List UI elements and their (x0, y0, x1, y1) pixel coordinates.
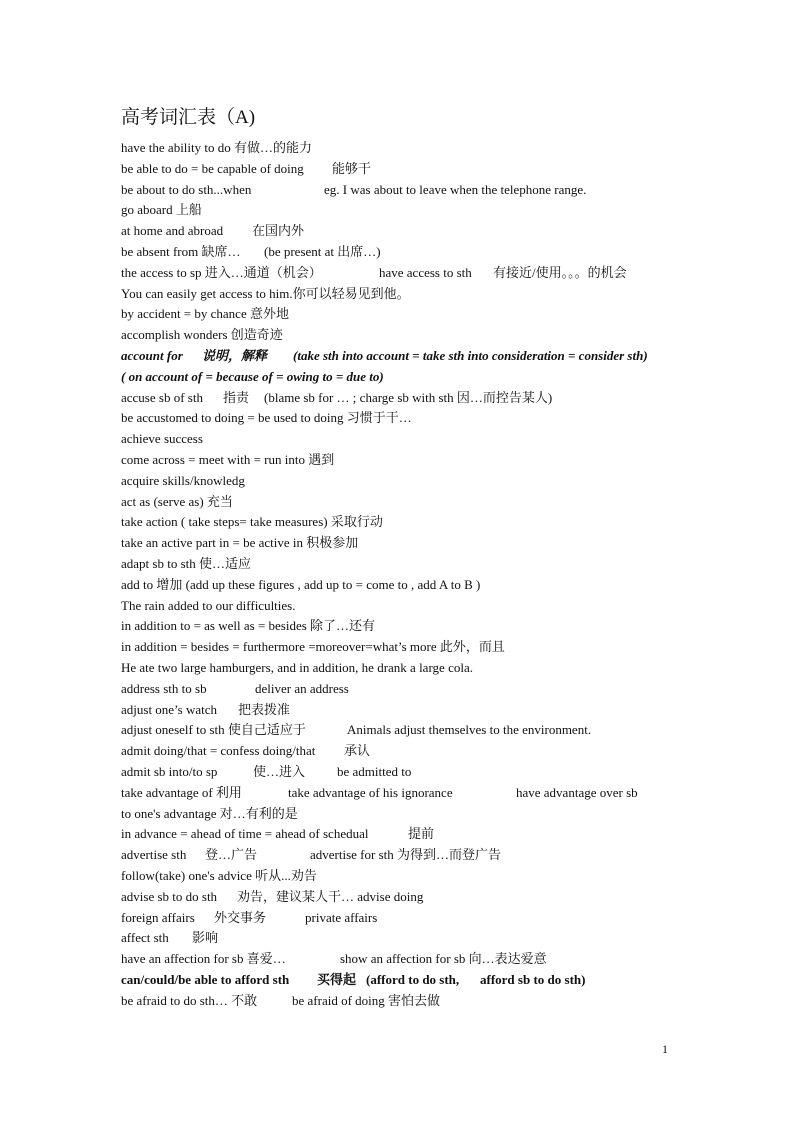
vocab-entry (121, 410, 681, 426)
entry-text: 使…进入 (253, 764, 306, 779)
entry-text: Animals adjust themselves to the environment. (347, 722, 592, 738)
entry-text: the access to sp 进入…通道（机会） (121, 264, 322, 280)
entry-text: be afraid of doing 害怕去做 (292, 992, 441, 1008)
entry-text: have advantage over sb (516, 784, 638, 800)
entry-text: private affairs (305, 909, 378, 925)
entry-text: acquire skills/knowledg (121, 472, 245, 488)
entry-text: accuse sb of sth (121, 389, 203, 405)
vocab-entry (121, 910, 681, 926)
vocab-entry (121, 306, 681, 322)
entry-text: have the ability to do 有做…的能力 (121, 140, 313, 155)
vocab-entry (121, 223, 681, 239)
entry-text: be admitted to (337, 764, 412, 779)
entry-text: 在国内外 (252, 223, 305, 239)
entry-text: 劝告，建议某人干… advise doing (237, 888, 424, 904)
vocab-entry (121, 847, 681, 863)
entry-text: show an affection for sb 向…表达爱意 (340, 951, 547, 967)
entry-text: be absent from 缺席… (121, 244, 241, 259)
entry-text: adapt sb to sth 使…适应 (121, 556, 251, 571)
entry-text: have access to sth (379, 264, 472, 280)
entry-text: accomplish wonders 创造奇迹 (121, 327, 283, 343)
entry-text: 有接近/使用。。。的机会 (493, 264, 627, 280)
entry-text: advertise sth (121, 847, 187, 863)
entry-text: add to 增加 (add up these figures , add up to = come to , add A to B ) (121, 576, 481, 592)
vocab-entry (121, 785, 681, 801)
vocab-entry (121, 452, 681, 468)
vocab-entry (121, 348, 681, 364)
vocab-entry (121, 577, 681, 593)
entry-text: take advantage of his ignorance (288, 784, 453, 800)
entry-text: have an affection for sb 喜爱… (121, 951, 286, 967)
vocab-entry (121, 681, 681, 697)
entry-text: 影响 (192, 930, 219, 946)
entry-text: admit doing/that = confess doing/that (121, 743, 316, 759)
vocab-entry (121, 244, 681, 260)
vocab-entry (121, 930, 681, 946)
entry-text: act as (serve as) 充当 (121, 493, 233, 509)
entry-text: follow(take) one's advice 听从...劝告 (121, 868, 317, 883)
entry-text: admit sb into/to sp (121, 764, 218, 779)
vocab-entry (121, 889, 681, 905)
entry-text: go aboard 上船 (121, 202, 202, 218)
vocab-entry (121, 951, 681, 967)
entry-text: can/could/be able to afford sth (121, 972, 290, 987)
vocab-entry (121, 473, 681, 489)
vocab-entry (121, 598, 681, 614)
entry-text: 登…广告 (205, 847, 258, 863)
entry-text: be able to do = be capable of doing (121, 160, 304, 176)
entry-text: adjust one’s watch (121, 701, 218, 717)
entry-text: eg. I was about to leave when the telephone range. (324, 181, 587, 197)
vocab-entry (121, 639, 681, 655)
vocab-entry (121, 327, 681, 343)
vocab-entry (121, 993, 681, 1009)
vocab-entry (121, 140, 681, 156)
vocab-entry (121, 161, 681, 177)
entry-text: to one's advantage 对…有利的是 (121, 805, 298, 821)
entry-text: (blame sb for … ; charge sb with sth 因…而控告某人) (264, 389, 553, 405)
entry-text: 把表拨准 (238, 701, 291, 717)
entry-text: (take sth into account = take sth into consideration = consider sth) (293, 348, 648, 363)
vocab-entry (121, 494, 681, 510)
entry-text: in advance = ahead of time = ahead of schedual (121, 826, 369, 842)
entry-text: by accident = by chance 意外地 (121, 306, 289, 322)
entry-text: afford sb to do sth) (480, 972, 586, 987)
vocab-entry (121, 265, 681, 281)
entry-text: 承认 (344, 743, 371, 759)
page-number: 1 (662, 1042, 668, 1056)
entry-text: in addition to = as well as = besides 除了…还有 (121, 618, 376, 634)
vocab-entry (121, 702, 681, 718)
entry-text: 能够干 (332, 160, 372, 176)
entry-text: ( on account of = because of = owing to = due to) (121, 368, 384, 384)
entry-text: come across = meet with = run into 遇到 (121, 452, 335, 467)
entry-text: 说明，解释 (202, 348, 268, 363)
vocab-entry (121, 722, 681, 738)
vocab-entry (121, 390, 681, 406)
entry-text: 指责 (223, 389, 250, 405)
entry-text: at home and abroad (121, 223, 224, 239)
vocab-entry (121, 618, 681, 634)
vocab-entry (121, 743, 681, 759)
entry-text: (be present at 出席…) (264, 244, 381, 259)
entry-text: address sth to sb (121, 680, 207, 696)
entry-text: You can easily get access to him.你可以轻易见到他。 (121, 285, 410, 301)
entry-text: account for (121, 348, 183, 363)
vocab-entry (121, 660, 681, 676)
vocab-entry (121, 514, 681, 530)
entry-text: be accustomed to doing = be used to doing 习惯于干… (121, 410, 412, 426)
entry-text: deliver an address (255, 680, 349, 696)
vocab-entry (121, 431, 681, 447)
entry-text: be afraid to do sth… 不敢 (121, 992, 258, 1008)
entry-text: take an active part in = be active in 积极参加 (121, 535, 359, 551)
entry-text: foreign affairs (121, 909, 195, 925)
vocab-entry (121, 806, 681, 822)
entry-text: 提前 (408, 826, 435, 842)
entry-text: affect sth (121, 930, 169, 946)
entry-text: take advantage of 利用 (121, 784, 242, 800)
vocab-entry (121, 826, 681, 842)
vocab-entry (121, 868, 681, 884)
entry-text: be about to do sth...when (121, 181, 252, 197)
vocab-entry (121, 369, 681, 385)
entry-text: achieve success (121, 431, 203, 447)
entry-text: in addition = besides = furthermore =moreover=what’s more 此外，而且 (121, 639, 505, 655)
entry-text: 买得起 (317, 972, 357, 987)
entry-text: 外交事务 (214, 909, 267, 925)
vocab-entry (121, 556, 681, 572)
page-title: 高考词汇表（A) (121, 107, 256, 128)
entry-text: The rain added to our difficulties. (121, 597, 296, 613)
vocab-entry (121, 535, 681, 551)
vocab-entry (121, 972, 681, 988)
vocab-entry (121, 202, 681, 218)
entry-text: advise sb to do sth (121, 888, 218, 904)
entry-text: (afford to do sth, (366, 972, 460, 987)
vocab-entry (121, 764, 681, 780)
entry-text: take action ( take steps= take measures) 采取行动 (121, 514, 383, 530)
vocab-entry (121, 182, 681, 198)
entry-text: advertise for sth 为得到…而登广告 (310, 847, 502, 863)
vocab-entry (121, 286, 681, 302)
entry-text: adjust oneself to sth 使自己适应于 (121, 722, 306, 738)
entry-text: He ate two large hamburgers, and in addition, he drank a large cola. (121, 660, 473, 675)
